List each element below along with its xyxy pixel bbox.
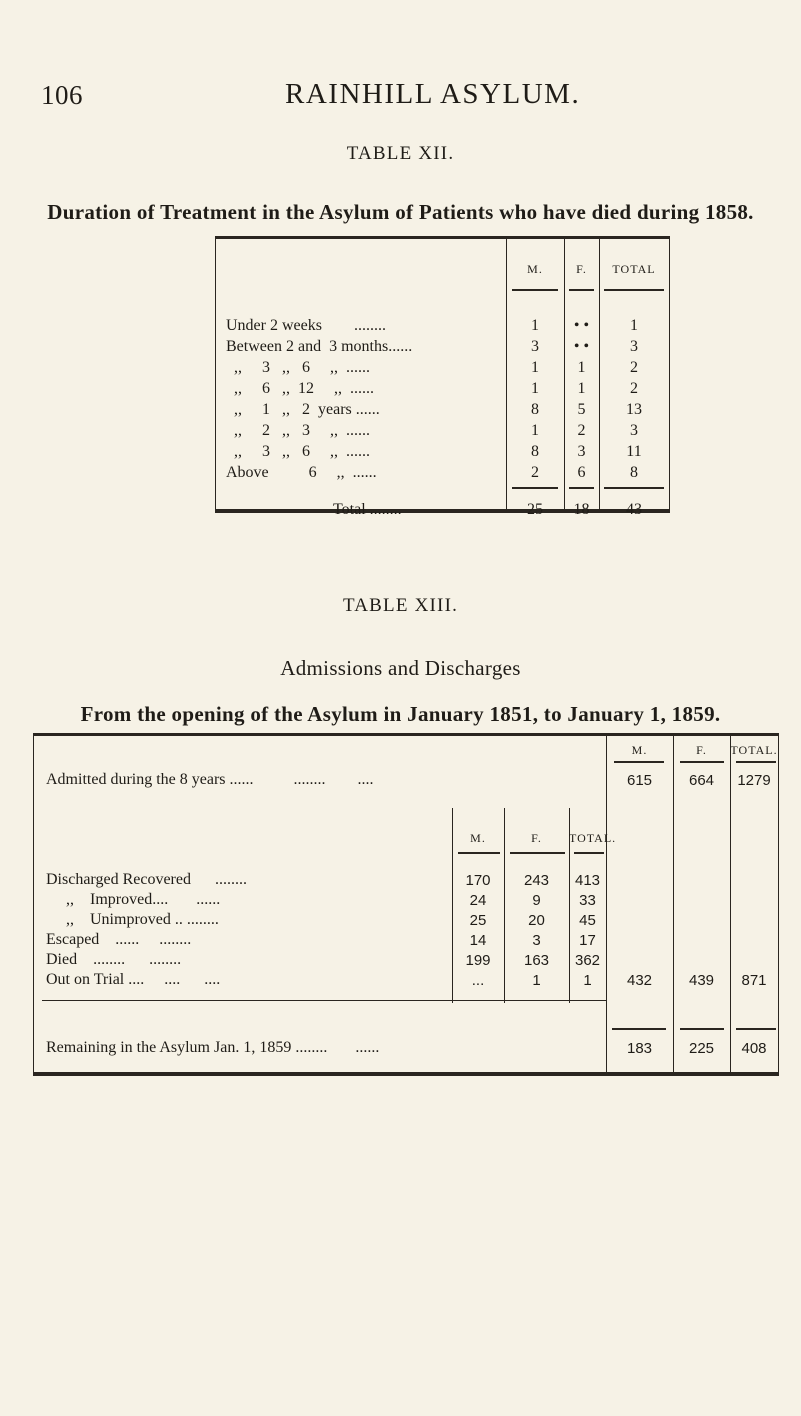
cell-f: 2 — [577, 422, 586, 439]
breakdown-total: 17 — [579, 932, 596, 949]
cell-total: 13 — [626, 401, 642, 418]
breakdown-m: 14 — [469, 932, 487, 949]
breakdown-label: Discharged Recovered ........ — [46, 871, 247, 888]
cell-f: 1 — [577, 359, 586, 376]
breakdown-label: Out on Trial .... .... .... — [46, 971, 221, 988]
cell-total: 3 — [630, 338, 638, 355]
table13-header-rule — [736, 761, 776, 763]
inner-header-rule — [574, 852, 604, 854]
breakdown-m: 199 — [465, 952, 491, 969]
remaining-rule — [612, 1028, 666, 1030]
table12-total-row — [216, 501, 669, 522]
table13-col-f: F. — [696, 743, 707, 757]
row-label: ,, 2 ,, 3 ,, ...... — [226, 422, 370, 439]
breakdown-total: 362 — [574, 952, 601, 969]
breakdown-m: 24 — [469, 892, 487, 909]
table12 — [215, 236, 670, 518]
cell-total: 8 — [630, 464, 638, 481]
remaining-rule — [736, 1028, 776, 1030]
remaining-f: 225 — [688, 1040, 715, 1057]
total-total: 43 — [626, 501, 642, 518]
cell-f: 1 — [577, 380, 586, 397]
remaining-m: 183 — [626, 1040, 653, 1057]
cell-total: 1 — [630, 317, 638, 334]
table13-label: TABLE XIII. — [342, 595, 459, 616]
remaining-label: Remaining in the Asylum Jan. 1, 1859 ........ ...... — [46, 1039, 380, 1056]
cell-f: 5 — [577, 401, 586, 418]
row-label: Above 6 ,, ...... — [226, 464, 377, 481]
breakdown-m: 25 — [469, 912, 487, 929]
breakdown-f: 3 — [532, 932, 541, 949]
row-label: Between 2 and 3 months...... — [226, 338, 413, 355]
breakdown-f: 20 — [528, 912, 545, 929]
table12-caption: Duration of Treatment in the Asylum of Patients who have died during 1858. — [47, 200, 754, 224]
breakdown-f: 1 — [532, 972, 541, 989]
remaining-total: 408 — [741, 1040, 767, 1057]
cell-f: • • — [573, 317, 590, 334]
row-label: ,, 3 ,, 6 ,, ...... — [226, 359, 370, 376]
table12-header-rule — [512, 289, 558, 291]
cell-total: 2 — [630, 380, 638, 397]
table12-col-m: M. — [527, 262, 543, 276]
table12-total-rule — [604, 487, 664, 489]
table12-row — [216, 359, 669, 380]
table12-row — [216, 338, 669, 359]
total-f: 18 — [573, 501, 590, 518]
breakdown-f: 243 — [523, 872, 550, 889]
row-label: ,, 3 ,, 6 ,, ...... — [226, 443, 370, 460]
breakdown-f: 9 — [532, 892, 541, 909]
remaining-rule — [680, 1028, 724, 1030]
inner-bottom-rule — [42, 1000, 606, 1001]
table13 — [33, 733, 779, 1076]
table12-row — [216, 464, 669, 485]
inner-header-rule — [510, 852, 565, 854]
cell-m: 3 — [531, 338, 539, 355]
table12-header-rule — [604, 289, 664, 291]
table13-header-rule — [680, 761, 724, 763]
cell-f: 6 — [577, 464, 586, 481]
table13-header-rule — [614, 761, 664, 763]
cell-total: 3 — [630, 422, 638, 439]
breakdown-total: 413 — [574, 872, 601, 889]
total-label: Total ........ — [333, 501, 402, 518]
cell-m: 1 — [531, 317, 539, 334]
discharged-subtotal-total: 871 — [741, 972, 767, 989]
breakdown-total: 45 — [579, 912, 596, 929]
running-title: RAINHILL ASYLUM. — [285, 78, 581, 110]
inner-header-rule — [458, 852, 500, 854]
page-number: 106 — [41, 80, 83, 110]
table13-col-total: TOTAL. — [730, 743, 778, 757]
breakdown-total: 1 — [583, 972, 592, 989]
breakdown-m: 170 — [465, 872, 491, 889]
discharged-subtotal-f: 439 — [688, 972, 715, 989]
table12-total-rule — [569, 487, 594, 489]
table12-label: TABLE XII. — [346, 143, 455, 164]
cell-m: 1 — [531, 359, 539, 376]
discharged-subtotal-m: 432 — [626, 972, 653, 989]
inner-col-f: F. — [531, 831, 542, 845]
cell-m: 2 — [531, 464, 539, 481]
table12-row — [216, 380, 669, 401]
breakdown-label: ,, Unimproved .. ........ — [46, 911, 219, 928]
cell-m: 8 — [531, 443, 539, 460]
breakdown-total: 33 — [579, 892, 596, 909]
table12-row — [216, 317, 669, 338]
breakdown-label: Escaped ...... ........ — [46, 931, 192, 948]
admitted-label: Admitted during the 8 years ...... ........ .... — [46, 771, 374, 788]
total-m: 25 — [527, 501, 543, 518]
table13-subtitle: Admissions and Discharges — [280, 656, 521, 680]
admitted-f: 664 — [688, 772, 715, 789]
breakdown-label: ,, Improved.... ...... — [46, 891, 221, 908]
breakdown-f: 163 — [523, 952, 550, 969]
table12-header-rule — [569, 289, 594, 291]
cell-m: 1 — [531, 380, 539, 397]
row-label: Under 2 weeks ........ — [226, 317, 386, 334]
admitted-total: 1279 — [737, 772, 771, 789]
cell-f: 3 — [577, 443, 586, 460]
table12-row — [216, 443, 669, 464]
cell-m: 1 — [531, 422, 539, 439]
cell-m: 8 — [531, 401, 539, 418]
table12-col-total: TOTAL — [612, 262, 656, 276]
table12-row — [216, 422, 669, 443]
table13-col-m: M. — [631, 743, 648, 757]
inner-col-total: TOTAL. — [569, 831, 617, 845]
table12-col-f: F. — [576, 262, 587, 276]
inner-col-m: M. — [470, 831, 486, 845]
row-label: ,, 6 ,, 12 ,, ...... — [226, 380, 374, 397]
row-label: ,, 1 ,, 2 years ...... — [226, 401, 380, 418]
cell-f: • • — [573, 338, 590, 355]
breakdown-m: ... — [471, 972, 485, 989]
table12-total-rule — [512, 487, 558, 489]
cell-total: 11 — [626, 443, 642, 460]
table12-row — [216, 401, 669, 422]
table13-caption: From the opening of the Asylum in January 1851, to January 1, 1859. — [80, 702, 721, 726]
cell-total: 2 — [630, 359, 638, 376]
breakdown-label: Died ........ ........ — [46, 951, 182, 968]
admitted-m: 615 — [626, 772, 653, 789]
